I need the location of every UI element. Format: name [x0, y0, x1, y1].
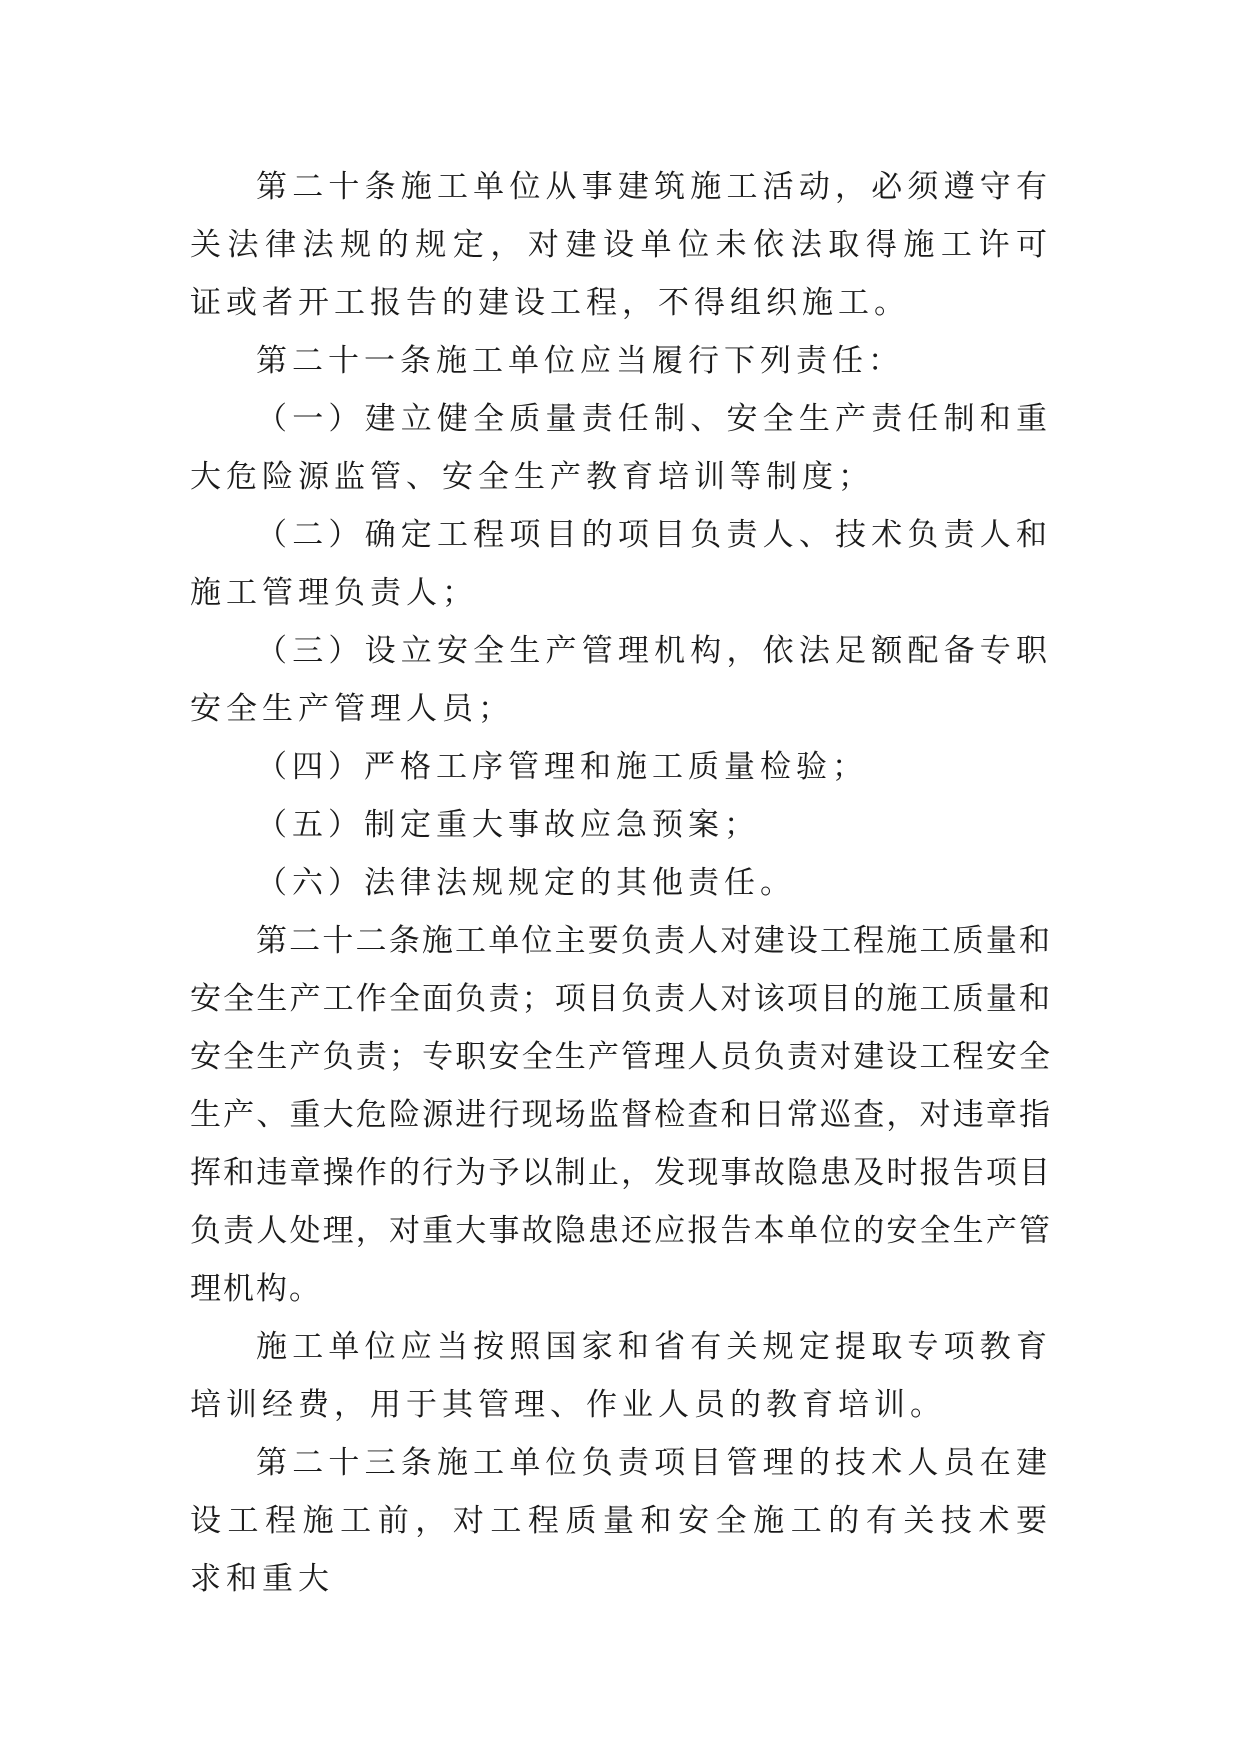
article-21-paragraph: 第二十一条施工单位应当履行下列责任：: [256, 343, 904, 379]
document-page: [190, 158, 1052, 1608]
article-23-paragraph: 第二十三条施工单位负责项目管理的技术人员在建设工程施工前，对工程质量和安全施工的有关技术要求和重大: [190, 1445, 1052, 1597]
article-21-item-6: （六）法律法规规定的其他责任。: [256, 865, 796, 901]
training-funds-paragraph: 施工单位应当按照国家和省有关规定提取专项教育培训经费，用于其管理、作业人员的教育培训。: [190, 1329, 1052, 1423]
article-20-paragraph: 第二十条施工单位从事建筑施工活动，必须遵守有关法律法规的规定，对建设单位未依法取得施工许可证或者开工报告的建设工程，不得组织施工。: [190, 169, 1052, 321]
article-21-item-4: （四）严格工序管理和施工质量检验；: [256, 749, 868, 785]
article-22-paragraph: 第二十二条施工单位主要负责人对建设工程施工质量和安全生产工作全面负责；项目负责人对该项目的施工质量和安全生产负责；专职安全生产管理人员负责对建设工程安全生产、重大危险源进行现场监督检查和日常巡查，对违章指挥和违章操作的行为予以制止，发现事故隐患及时报告项目负责人处理，对重大事故隐患还应报告本单位的安全生产管理机构。: [190, 923, 1052, 1307]
article-21-item-3: （三）设立安全生产管理机构，依法足额配备专职安全生产管理人员；: [190, 633, 1052, 727]
article-21-item-2: （二）确定工程项目的项目负责人、技术负责人和施工管理负责人；: [190, 517, 1052, 611]
article-21-item-5: （五）制定重大事故应急预案；: [256, 807, 760, 843]
article-21-item-1: （一）建立健全质量责任制、安全生产责任制和重大危险源监管、安全生产教育培训等制度；: [190, 401, 1052, 495]
